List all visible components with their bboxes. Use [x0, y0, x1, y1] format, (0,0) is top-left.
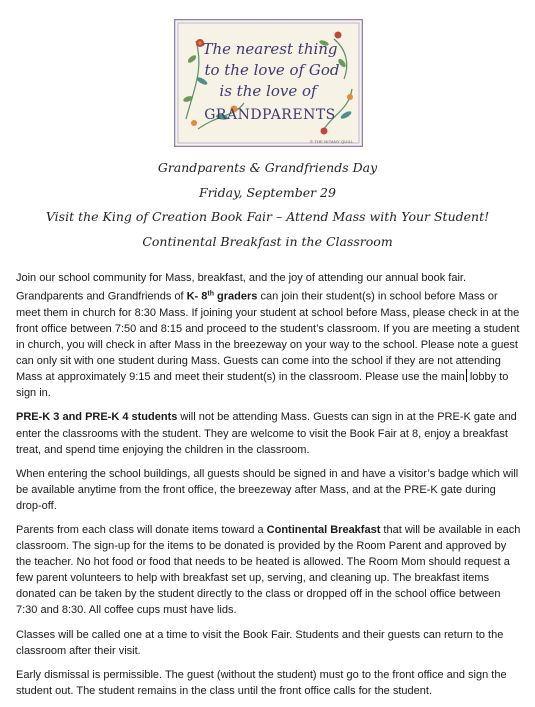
event-date: Friday, September 29 [199, 184, 336, 200]
paragraph-visitor-badge: When entering the school buildings, all guests should be signed in and have a visitor’s badge which will be available anytime from the front office, the breezeway after Mass, and at the PRE-K gate during drop-off. [16, 467, 519, 512]
paragraph-book-fair: Classes will be called one at a time to visit the Book Fair. Students and their guests can return to the classroom after their visit. [16, 628, 504, 657]
event-title: Grandparents & Grandfriends Day [157, 160, 378, 175]
quote-line-2: to the love of God [204, 61, 340, 79]
paragraph-prek: PRE-K 3 and PRE-K 4 students will not be attending Mass. Guests can sign in at the PRE-K gate and enter the classrooms with the student. They are welcome to visit the Book Fair at 8, enjoy a breakfast treat, and spend time enjoying the children in the classroom. [16, 411, 517, 456]
quote-line-3: is the love of [219, 82, 317, 100]
body-text [16, 270, 524, 707]
paragraph-intro: Join our school community for Mass, breakfast, and the joy of attending our annual book fair. Grandparents and Grandfriends of K- 8th graders can join their student(s) in school before Mass or meet them in church for 8:30 Mass. If joining your student at school before Mass, please check in at the front office between 7:50 and 8:15 and proceed to the student’s classroom. If you are meeting a student in church, you will check in after Mass in the breezeway on your way to the school. Please note a guest can only sit with one student during Mass. Guests can come into the school if they are not attending Mass at approximately 9:15 and meet their student(s) in the classroom. Please use the main lobby to sign in. [16, 272, 520, 400]
event-subtitle-breakfast: Continental Breakfast in the Classroom [142, 233, 393, 249]
paragraph-breakfast: Parents from each class will donate items toward a Continental Breakfast that will be available in each classroom. The sign-up for the items to be donated is provided by the Room Parent and approved by the teacher. No hot food or food that needs to be heated is allowed. The Room Mom should request a few parent volunteers to help with breakfast set up, serving, and cleaning up. The breakfast items donated can be taken by the student directly to the class or dropped off in the school office between 7:30 and 8:30. All coffee cups must have lids. [16, 523, 521, 617]
header-illustration [174, 19, 363, 147]
quote-line-4: GRANDPARENTS [204, 107, 336, 123]
event-titles [0, 156, 535, 254]
event-subtitle-book-fair: Visit the King of Creation Book Fair – Attend Mass with Your Student! [45, 209, 490, 224]
paragraph-early-dismissal: Early dismissal is permissible. The guest (without the student) must go to the front office and sign the student out. The student remains in the class until the front office calls for the student. [16, 668, 507, 697]
quote-line-1: The nearest thing [202, 40, 338, 58]
illustration-credit: © THE NITANY QUILL [310, 139, 354, 144]
